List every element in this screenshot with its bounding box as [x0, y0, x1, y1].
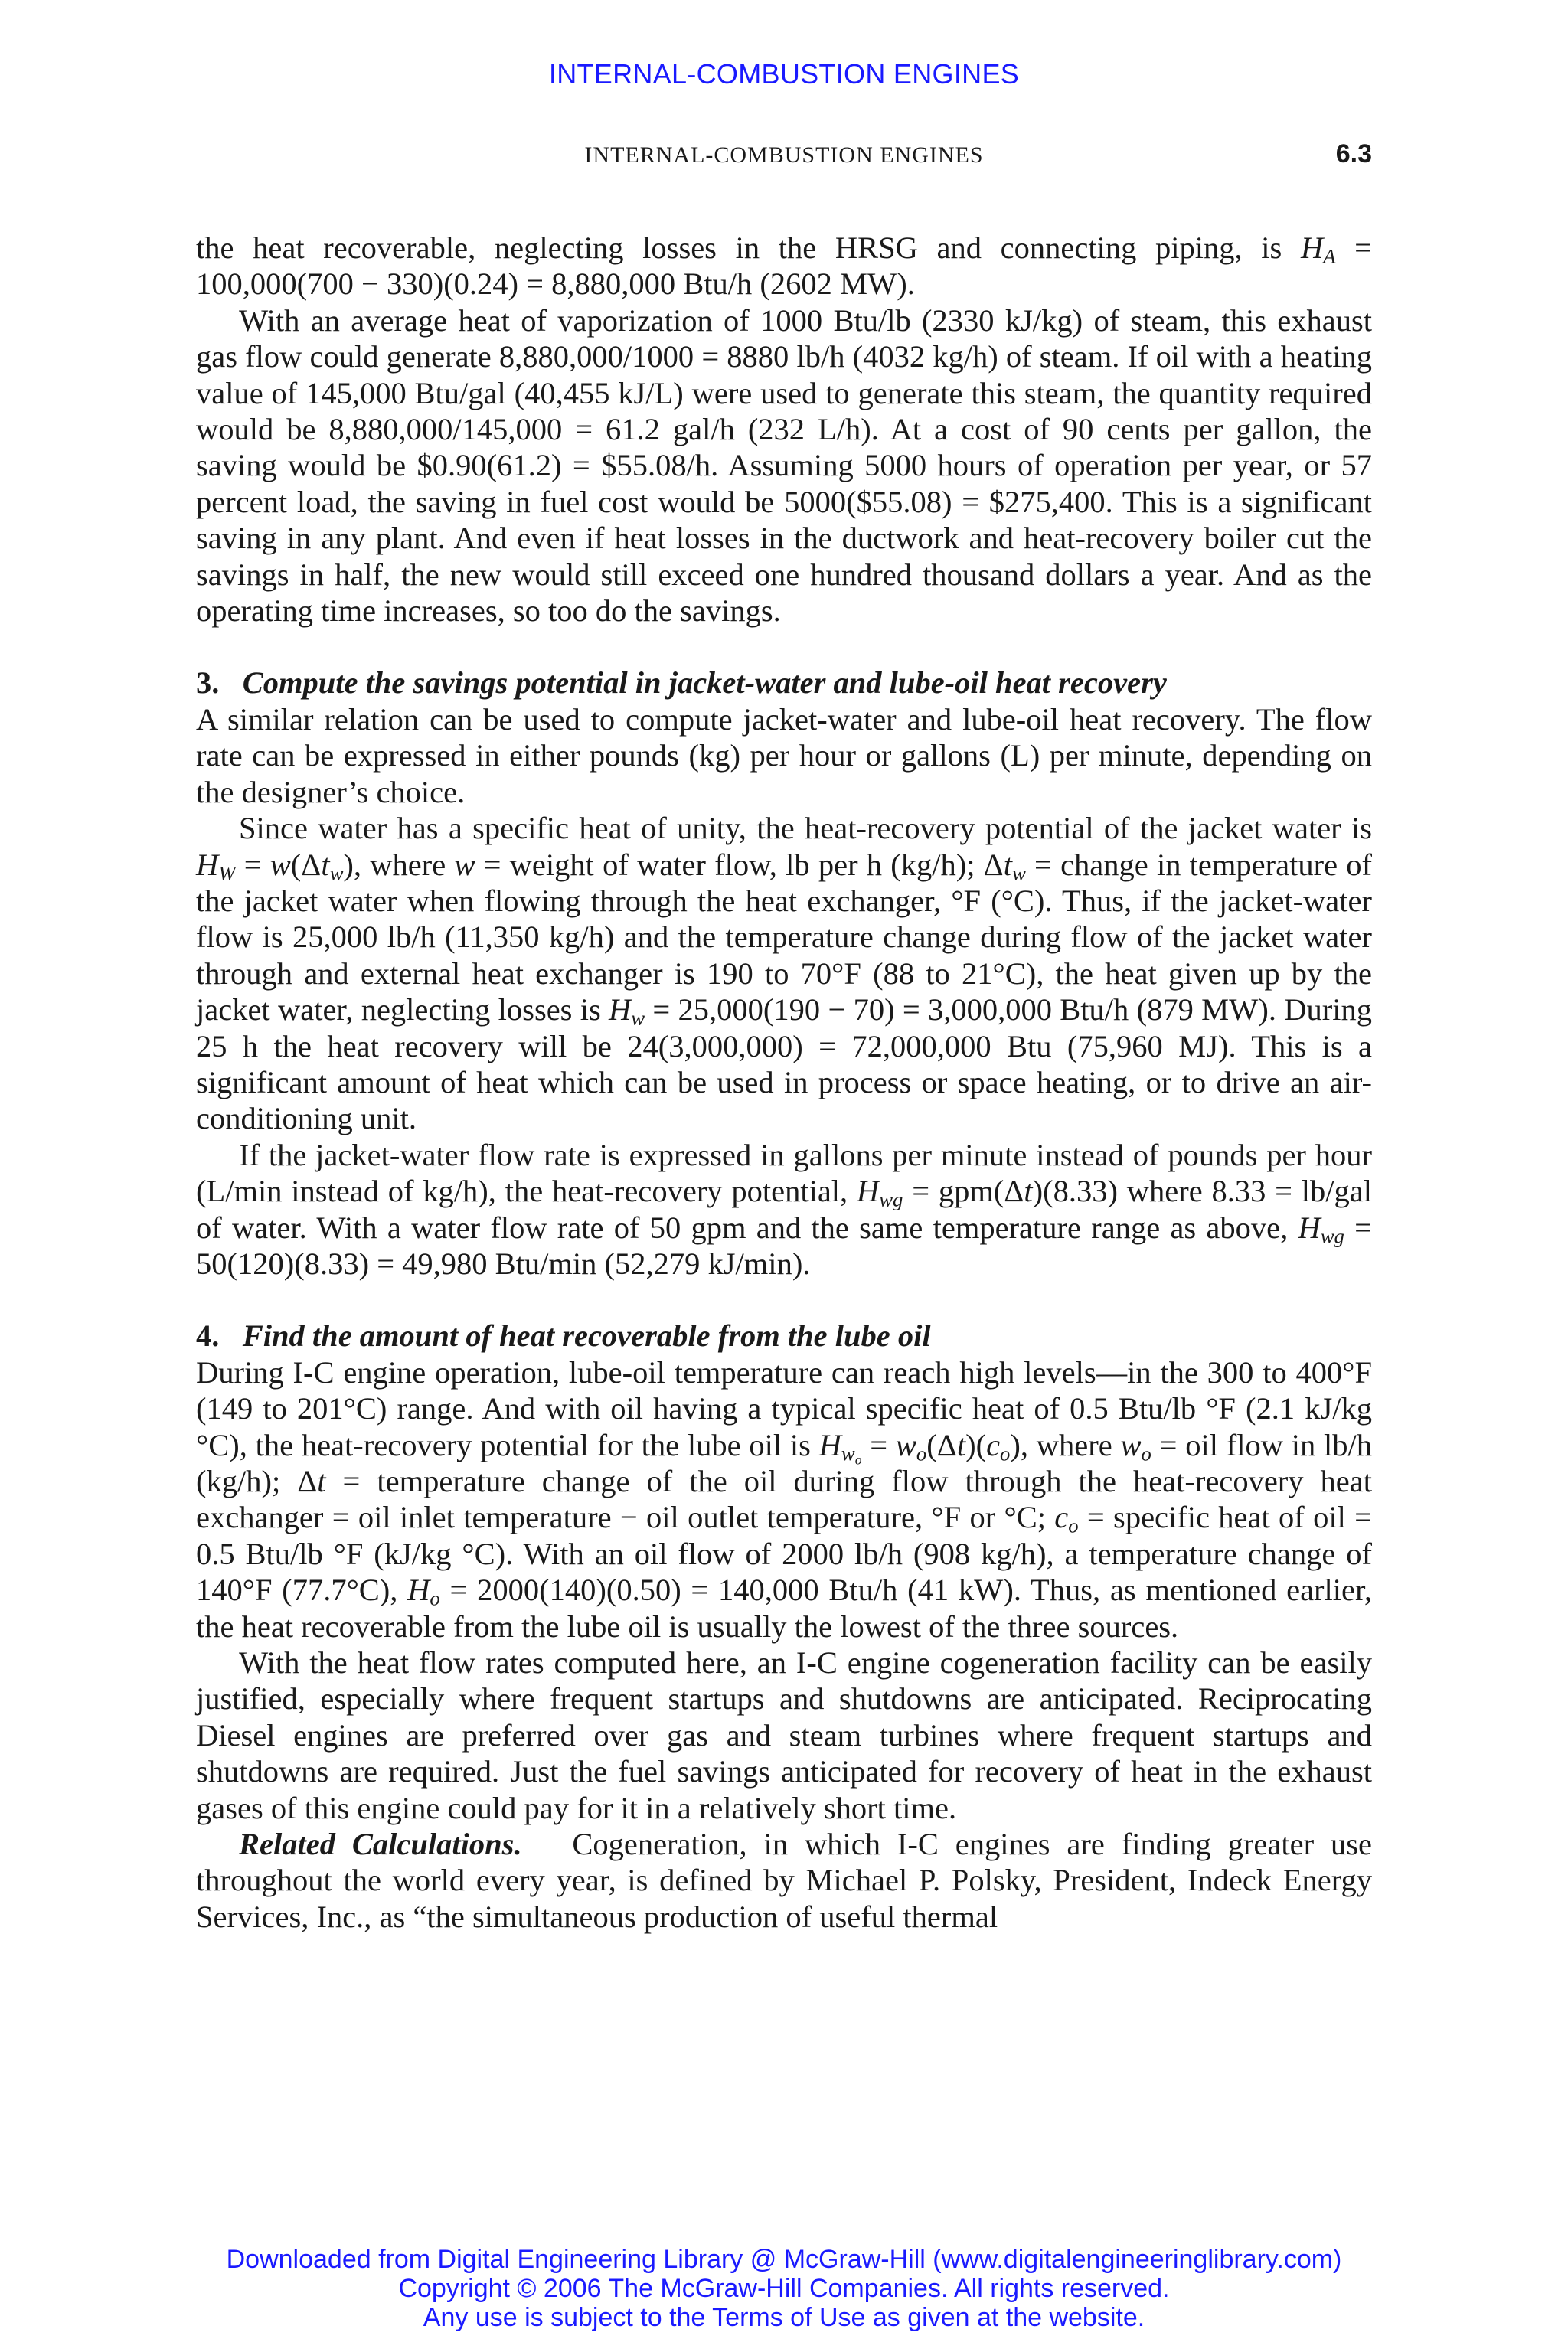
paragraph: the heat recoverable, neglecting losses in the HRSG and connecting piping, is $H_A = 100,000(700 - 330)(0.24) = 8,880,000$ Btu/h (2602 MW). — [196, 230, 1373, 302]
paragraph: With the heat flow rates computed here, an I-C engine cogeneration facility can be easily justified, especially where frequent startups and shutdowns are anticipated. Reciprocating Diesel engines are preferred over gas and steam turbines where frequent startups and shutdowns are required. Just the fuel savings anticipated for recovery of heat in the exhaust gases of this engine could pay for it in a relatively short time. — [196, 1645, 1372, 1825]
paragraph: Since water has a specific heat of unity, the heat-recovery potential of the jacket water is $H_W = w(\Delta t_w)$, where w = weight of water flow, lb per h (kg/h); $\Delta t_w$ = change in temperature of the jacket water when flowing through the heat exchanger, °F (°C). Thus, if the jacket-water flow is 25,000 lb/h (11,350 kg/h) and the temperature change during flow of the jacket water through and external heat exchanger is 190 to 70°F (88 to 21°C), the heat given up by the jacket water, neglecting losses is $H_w = 25,000(190 - 70) = 3,000,000$ Btu/h (879 MW). During 25 h the heat recovery will be 24(3,000,000) = 72,000,000 Btu (75,960 MJ). This is a significant amount of heat which can be used in process or space heating, or to drive an air-conditioning unit. — [196, 811, 1372, 1136]
running-head — [196, 139, 1372, 176]
footer-terms-link[interactable]: Any use is subject to the Terms of Use as given at the website. — [423, 2303, 1145, 2332]
section-number: 4. — [196, 1318, 220, 1354]
section-heading-4 — [196, 1318, 1372, 1354]
footer-copyright: Copyright © 2006 The McGraw-Hill Companies. All rights reserved. — [398, 2274, 1170, 2303]
paragraph: A similar relation can be used to compute jacket-water and lube-oil heat recovery. The flow rate can be expressed in either pounds (kg) per hour or gallons (L) per minute, depending on the designer’s choice. — [196, 701, 1372, 809]
running-title: INTERNAL-COMBUSTION ENGINES — [584, 142, 984, 168]
footer — [0, 2245, 1568, 2332]
paragraph: Related Calculations. Cogeneration, in which I-C engines are finding greater use throughout the world every year, is defined by Michael P. Polsky, President, Indeck Energy Services, Inc., as “the simultaneous production of useful thermal — [196, 1827, 1372, 1934]
section-number: 3. — [196, 665, 220, 701]
paragraph: With an average heat of vaporization of 1000 Btu/lb (2330 kJ/kg) of steam, this exhaust gas flow could generate 8,880,000/1000 = 8880 lb/h (4032 kg/h) of steam. If oil with a heating value of 145,000 Btu/gal (40,455 kJ/L) were used to generate this steam, the quantity required would be 8,880,000/145,000 = 61.2 gal/h (232 L/h). At a cost of 90 cents per gallon, the saving would be $0.90(61.2) = $55.08/h. Assuming 5000 hours of operation per year, or 57 percent load, the saving in fuel cost would be 5000($55.08) = $275,400. This is a significant saving in any plant. And even if heat losses in the ductwork and heat-recovery boiler cut the savings in half, the new would still exceed one hundred thousand dollars a year. And as the operating time increases, so too do the savings. — [196, 302, 1372, 629]
page-number: 6.3 — [1335, 139, 1372, 168]
paragraph: During I-C engine operation, lube-oil temperature can reach high levels—in the 300 to 400°F (149 to 201°C) range. And with oil having a typical specific heat of 0.5 Btu/lb °F (2.1 kJ/kg °C), the heat-recovery potential for the lube oil is $H_{w_o} = w_o(\Delta t)(c_o)$, where $w_o$ = oil flow in lb/h (kg/h); Δt = temperature change of the oil during flow through the heat-recovery heat exchanger = oil inlet temperature − oil outlet temperature, °F or °C; $c_o$ = specific heat of oil = 0.5 Btu/lb °F (kJ/kg °C). With an oil flow of 2000 lb/h (908 kg/h), a temperature change of 140°F (77.7°C), $H_o = 2000(140)(0.50) = 140,000$ Btu/h (41 kW). Thus, as mentioned earlier, the heat recoverable from the lube oil is usually the lowest of the three sources. — [196, 1354, 1372, 1644]
paragraph: If the jacket-water flow rate is expressed in gallons per minute instead of pounds per hour (L/min instead of kg/h), the heat-recovery potential, $H_{wg} = gpm(\Delta t)(8.33)$ where 8.33 = lb/gal of water. With a water flow rate of 50 gpm and the same temperature range as above, $H_{wg} = 50(120)(8.33) = 49,980$ Btu/min (52,279 kJ/min). — [196, 1137, 1373, 1281]
top-banner-link[interactable]: INTERNAL-COMBUSTION ENGINES — [548, 58, 1020, 90]
footer-download-link[interactable]: Downloaded from Digital Engineering Library @ McGraw-Hill (www.digitalengineeringlibrary.com) — [226, 2245, 1342, 2274]
related-calculations-label: Related Calculations. — [239, 1827, 522, 1862]
section-title: Find the amount of heat recoverable from the lube oil — [242, 1318, 931, 1354]
section-title: Compute the savings potential in jacket-water and lube-oil heat recovery — [242, 665, 1167, 701]
body-text — [196, 230, 1372, 1935]
section-heading-3 — [196, 665, 1372, 701]
